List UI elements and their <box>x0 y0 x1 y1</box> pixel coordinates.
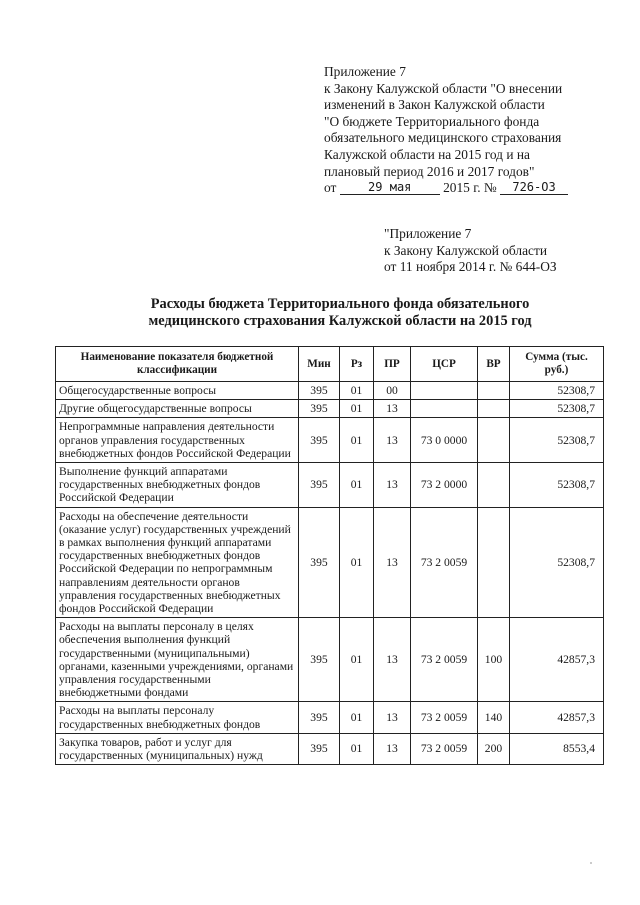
table-row <box>56 382 604 400</box>
orig-line: от 11 ноября 2014 г. № 644-ОЗ <box>384 259 557 275</box>
cell-sum: 52308,7 <box>510 418 604 463</box>
cell-vr <box>478 400 510 418</box>
cell-name: Выполнение функций аппаратами государственных внебюджетных фондов Российской Федерации <box>56 463 299 508</box>
cell-sum: 52308,7 <box>510 382 604 400</box>
date-prefix: от <box>324 180 337 196</box>
table-row <box>56 418 604 463</box>
cell-rz: 01 <box>340 507 374 618</box>
cell-pr: 13 <box>374 733 411 764</box>
cell-vr: 140 <box>478 702 510 733</box>
cell-sum: 52308,7 <box>510 400 604 418</box>
cell-rz: 01 <box>340 382 374 400</box>
cell-csr: 73 2 0059 <box>411 618 478 702</box>
cell-pr: 13 <box>374 463 411 508</box>
table-row <box>56 733 604 764</box>
year-label: 2015 г. № <box>443 180 497 196</box>
cell-pr: 13 <box>374 400 411 418</box>
cell-min: 395 <box>299 463 340 508</box>
table-row <box>56 702 604 733</box>
cell-vr <box>478 507 510 618</box>
header-line: плановый период 2016 и 2017 годов" <box>324 163 535 179</box>
cell-sum: 52308,7 <box>510 507 604 618</box>
cell-min: 395 <box>299 507 340 618</box>
cell-sum: 52308,7 <box>510 463 604 508</box>
table-row <box>56 507 604 618</box>
cell-csr: 73 2 0000 <box>411 463 478 508</box>
cell-min: 395 <box>299 382 340 400</box>
scan-speck <box>590 862 592 864</box>
header-line: к Закону Калужской области "О внесении <box>324 80 563 96</box>
col-header-csr: ЦСР <box>411 347 478 382</box>
col-header-min: Мин <box>299 347 340 382</box>
cell-vr <box>478 382 510 400</box>
header-line: Приложение 7 <box>324 64 406 79</box>
amendment-header <box>324 64 624 197</box>
original-appendix-ref <box>384 226 614 276</box>
cell-csr: 73 2 0059 <box>411 733 478 764</box>
cell-pr: 13 <box>374 618 411 702</box>
cell-min: 395 <box>299 418 340 463</box>
cell-name: Закупка товаров, работ и услуг для государственных (муниципальных) нужд <box>56 733 299 764</box>
cell-csr <box>411 382 478 400</box>
cell-csr: 73 0 0000 <box>411 418 478 463</box>
col-header-pr: ПР <box>374 347 411 382</box>
cell-csr: 73 2 0059 <box>411 702 478 733</box>
cell-pr: 13 <box>374 507 411 618</box>
col-header-sum: Сумма (тыс. руб.) <box>510 347 604 382</box>
title-line-2: медицинского страхования Калужской области на 2015 год <box>148 313 532 329</box>
cell-vr <box>478 463 510 508</box>
law-number: 726-ОЗ <box>500 180 568 195</box>
cell-vr: 100 <box>478 618 510 702</box>
cell-rz: 01 <box>340 618 374 702</box>
cell-vr: 200 <box>478 733 510 764</box>
col-header-rz: Рз <box>340 347 374 382</box>
law-date-line <box>324 180 624 197</box>
cell-rz: 01 <box>340 400 374 418</box>
col-header-name: Наименование показателя бюджетной классификации <box>56 347 299 382</box>
table-row <box>56 400 604 418</box>
cell-rz: 01 <box>340 733 374 764</box>
cell-name: Другие общегосударственные вопросы <box>56 400 299 418</box>
cell-csr: 73 2 0059 <box>411 507 478 618</box>
cell-min: 395 <box>299 702 340 733</box>
cell-min: 395 <box>299 618 340 702</box>
law-date: 29 мая <box>340 180 440 195</box>
document-title <box>90 296 590 330</box>
cell-sum: 42857,3 <box>510 702 604 733</box>
orig-line: к Закону Калужской области <box>384 242 548 258</box>
cell-sum: 8553,4 <box>510 733 604 764</box>
header-line: изменений в Закон Калужской области <box>324 97 545 113</box>
cell-name: Расходы на выплаты персоналу в целях обеспечения выполнения функций государственными (муниципальными) органами, казенными учреждениями, органами управления государственными внебюджетными фондами <box>56 618 299 702</box>
cell-rz: 01 <box>340 463 374 508</box>
cell-name: Расходы на обеспечение деятельности (оказание услуг) государственных учреждений в рамках выполнения функций аппаратами государственных внебюджетных фондов Российской Федерации по непрограммным направлениям деятельности органов управления государственных внебюджетных фондов Российской Федерации <box>56 507 299 618</box>
cell-vr <box>478 418 510 463</box>
cell-pr: 00 <box>374 382 411 400</box>
header-line: Калужской области на 2015 год и на <box>324 146 530 162</box>
cell-pr: 13 <box>374 418 411 463</box>
cell-rz: 01 <box>340 418 374 463</box>
cell-min: 395 <box>299 400 340 418</box>
table-row <box>56 463 604 508</box>
table-row <box>56 618 604 702</box>
table-header-row <box>56 347 604 382</box>
cell-name: Общегосударственные вопросы <box>56 382 299 400</box>
title-line-1: Расходы бюджета Территориального фонда обязательного <box>150 296 530 312</box>
header-line: "О бюджете Территориального фонда <box>324 113 540 129</box>
cell-rz: 01 <box>340 702 374 733</box>
orig-line: "Приложение 7 <box>384 226 472 241</box>
cell-csr <box>411 400 478 418</box>
cell-pr: 13 <box>374 702 411 733</box>
cell-name: Непрограммные направления деятельности органов управления государственных внебюджетных фондов Российской Федерации <box>56 418 299 463</box>
cell-name: Расходы на выплаты персоналу государственных внебюджетных фондов <box>56 702 299 733</box>
cell-min: 395 <box>299 733 340 764</box>
cell-sum: 42857,3 <box>510 618 604 702</box>
header-line: обязательного медицинского страхования <box>324 130 562 146</box>
budget-table <box>55 346 604 765</box>
col-header-vr: ВР <box>478 347 510 382</box>
